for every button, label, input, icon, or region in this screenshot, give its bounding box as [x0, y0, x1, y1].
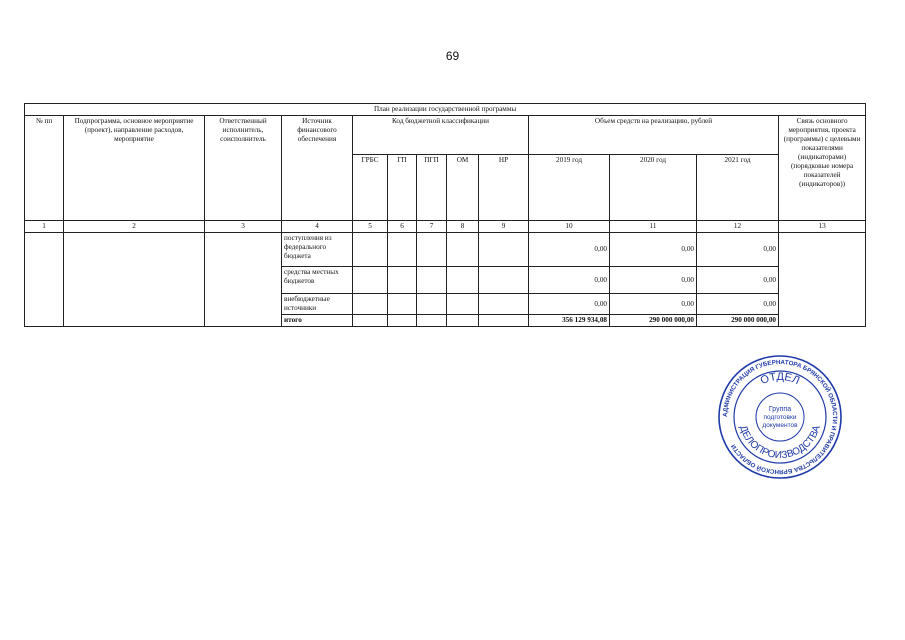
- page-number: 69: [445, 49, 460, 63]
- column-number: 7: [417, 221, 447, 233]
- stamp-center-line: Группа: [768, 406, 792, 413]
- column-number: 3: [205, 221, 282, 233]
- header-link: Связь основного мероприятия, проекта (программы) с целевыми показателями (индикаторами) (порядковые номера показателей (индикаторов)): [779, 116, 866, 221]
- cell-empty: [205, 233, 282, 327]
- amount-2021: 0,00: [697, 267, 779, 294]
- header-nr: НР: [479, 155, 529, 221]
- amount-2019: 0,00: [529, 267, 610, 294]
- header-volume: Объем средств на реализацию, рублей: [529, 116, 779, 155]
- svg-text:ОТДЕЛ: [759, 371, 802, 387]
- official-stamp: [717, 354, 843, 480]
- header-2021: 2021 год: [697, 155, 779, 221]
- header-subprogram: Подпрограмма, основное мероприятие (проект), направление расходов, мероприятие: [64, 116, 205, 221]
- amount-2019: 0,00: [529, 294, 610, 315]
- column-number: 4: [282, 221, 353, 233]
- stamp-dept-bottom: ДЕЛОПРОИЗВОДСТВА: [737, 424, 823, 462]
- amount-2021: 0,00: [697, 233, 779, 267]
- source-cell: внебюджетные источники: [282, 294, 353, 315]
- amount-2020: 290 000 000,00: [610, 315, 697, 327]
- column-number: 10: [529, 221, 610, 233]
- header-budget-code: Код бюджетной классификации: [353, 116, 529, 155]
- source-cell: средства местных бюджетов: [282, 267, 353, 294]
- stamp-outer-text: АДМИНИСТРАЦИЯ ГУБЕРНАТОРА БРЯНСКОЙ ОБЛАСТИ И ПРАВИТЕЛЬСТВА БРЯНСКОЙ ОБЛАСТИ: [721, 358, 839, 476]
- cell-empty: [25, 233, 64, 327]
- column-number: 8: [447, 221, 479, 233]
- column-number: 13: [779, 221, 866, 233]
- header-responsible: Ответственный исполнитель, соисполнитель: [205, 116, 282, 221]
- source-cell: поступления из федерального бюджета: [282, 233, 353, 267]
- amount-2021: 0,00: [697, 294, 779, 315]
- stamp-seal: [717, 354, 843, 480]
- column-number: 1: [25, 221, 64, 233]
- stamp-center-line: документов: [762, 422, 798, 429]
- header-source: Источник финансового обеспечения: [282, 116, 353, 221]
- header-num: № пп: [25, 116, 64, 221]
- column-number: 12: [697, 221, 779, 233]
- column-number: 5: [353, 221, 388, 233]
- column-number: 6: [388, 221, 417, 233]
- column-number-row: [25, 221, 866, 233]
- cell-empty: [64, 233, 205, 327]
- stamp-dept-top: ОТДЕЛ: [758, 370, 802, 388]
- table-row: [25, 233, 866, 267]
- amount-2021: 290 000 000,00: [697, 315, 779, 327]
- amount-2020: 0,00: [610, 294, 697, 315]
- cell-empty: [779, 233, 866, 327]
- header-grbs: ГРБС: [353, 155, 388, 221]
- amount-2019: 356 129 934,08: [529, 315, 610, 327]
- column-number: 11: [610, 221, 697, 233]
- amount-2019: 0,00: [529, 233, 610, 267]
- program-plan-table: [24, 103, 866, 327]
- stamp-center-line: подготовки: [763, 414, 797, 421]
- header-pgp: ПГП: [417, 155, 447, 221]
- source-cell: итого: [282, 315, 353, 327]
- table-title: План реализации государственной программы: [25, 104, 866, 116]
- header-2020: 2020 год: [610, 155, 697, 221]
- amount-2020: 0,00: [610, 233, 697, 267]
- column-number: 2: [64, 221, 205, 233]
- header-gp: ГП: [388, 155, 417, 221]
- amount-2020: 0,00: [610, 267, 697, 294]
- header-2019: 2019 год: [529, 155, 610, 221]
- svg-text:ДЕЛОПРОИЗВОДСТВА: [737, 424, 823, 461]
- header-om: ОМ: [447, 155, 479, 221]
- column-number: 9: [479, 221, 529, 233]
